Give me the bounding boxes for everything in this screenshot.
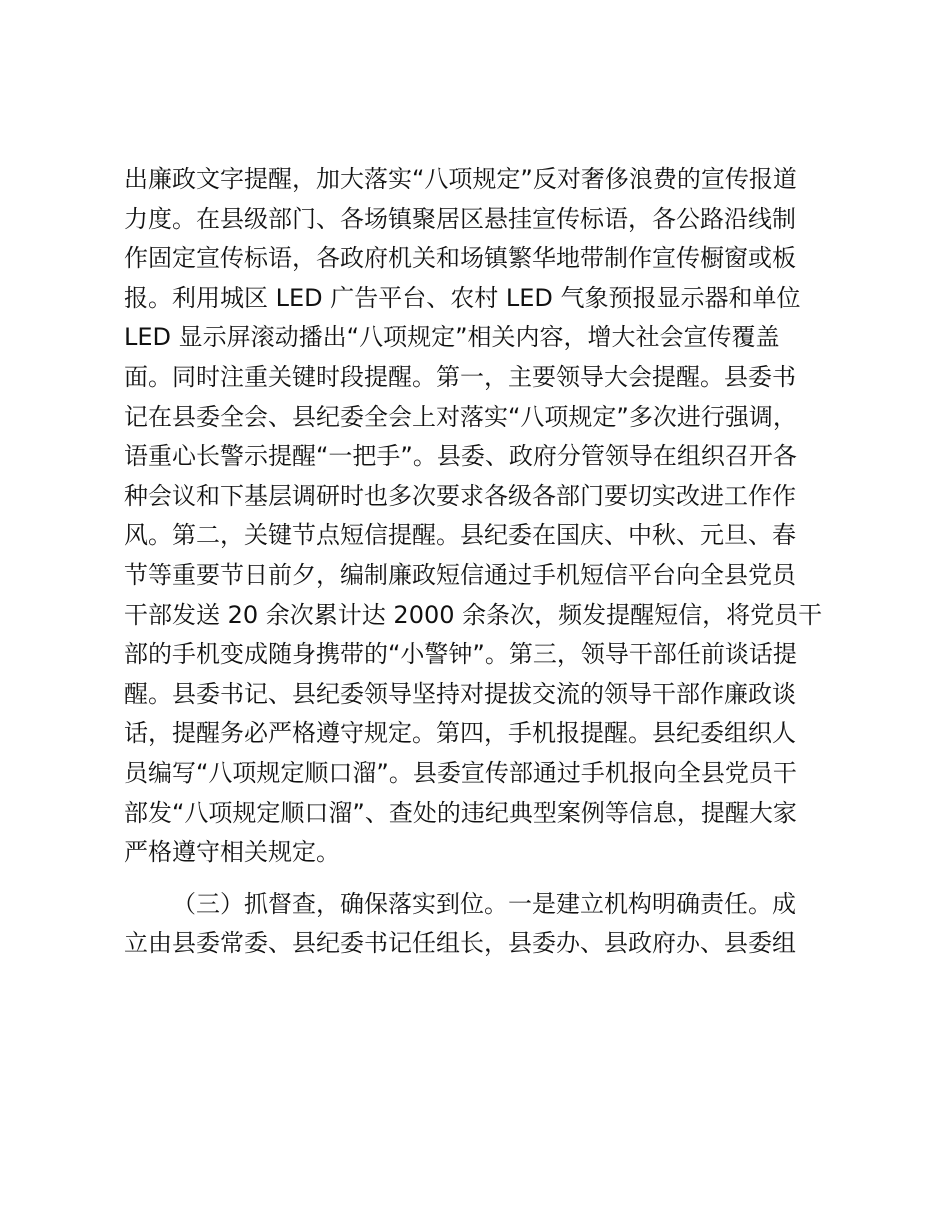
text-line: 醒。县委书记、县纪委领导坚持对提拔交流的领导干部作廉政谈 [124,679,796,708]
text-line: 部发“八项规定顺口溜”、查处的违纪典型案例等信息，提醒大家 [124,798,797,827]
text-line: （三）抓督查，确保落实到位。一是建立机构明确责任。成 [172,889,796,918]
text-line: 作固定宣传标语，各政府机关和场镇繁华地带制作宣传橱窗或板 [124,244,796,273]
text-line: 干部发送 20 余次累计达 2000 余条次，频发提醒短信，将党员干 [124,600,823,629]
text-line: 员编写“八项规定顺口溜”。县委宣传部通过手机报向全县党员干 [124,758,797,787]
paragraph-2 [124,885,834,964]
text-line: 记在县委全会、县纪委全会上对落实“八项规定”多次进行强调， [124,402,797,431]
text-line: 力度。在县级部门、各场镇聚居区悬挂宣传标语，各公路沿线制 [124,204,796,233]
body-text [124,160,834,964]
text-line: 话，提醒务必严格遵守规定。第四，手机报提醒。县纪委组织人 [124,719,796,748]
text-line: 面。同时注重关键时段提醒。第一，主要领导大会提醒。县委书 [124,362,796,391]
text-line: 立由县委常委、县纪委书记任组长，县委办、县政府办、县委组 [124,929,796,958]
text-line: 语重心长警示提醒“一把手”。县委、政府分管领导在组织召开各 [124,442,797,471]
paragraph-1 [124,160,834,873]
text-line: 风。第二，关键节点短信提醒。县纪委在国庆、中秋、元旦、春 [124,521,796,550]
text-line: 部的手机变成随身携带的“小警钟”。第三，领导干部任前谈话提 [124,640,797,669]
paragraph-gap [124,873,834,885]
text-line: 严格遵守相关规定。 [124,838,340,867]
text-line: 节等重要节日前夕，编制廉政短信通过手机短信平台向全县党员 [124,560,796,589]
text-line: 报。利用城区 LED 广告平台、农村 LED 气象预报显示器和单位 [124,283,801,312]
text-line: LED 显示屏滚动播出“八项规定”相关内容，增大社会宣传覆盖 [124,323,780,352]
text-line: 种会议和下基层调研时也多次要求各级各部门要切实改进工作作 [124,481,796,510]
text-line: 出廉政文字提醒，加大落实“八项规定”反对奢侈浪费的宣传报道 [124,165,797,193]
